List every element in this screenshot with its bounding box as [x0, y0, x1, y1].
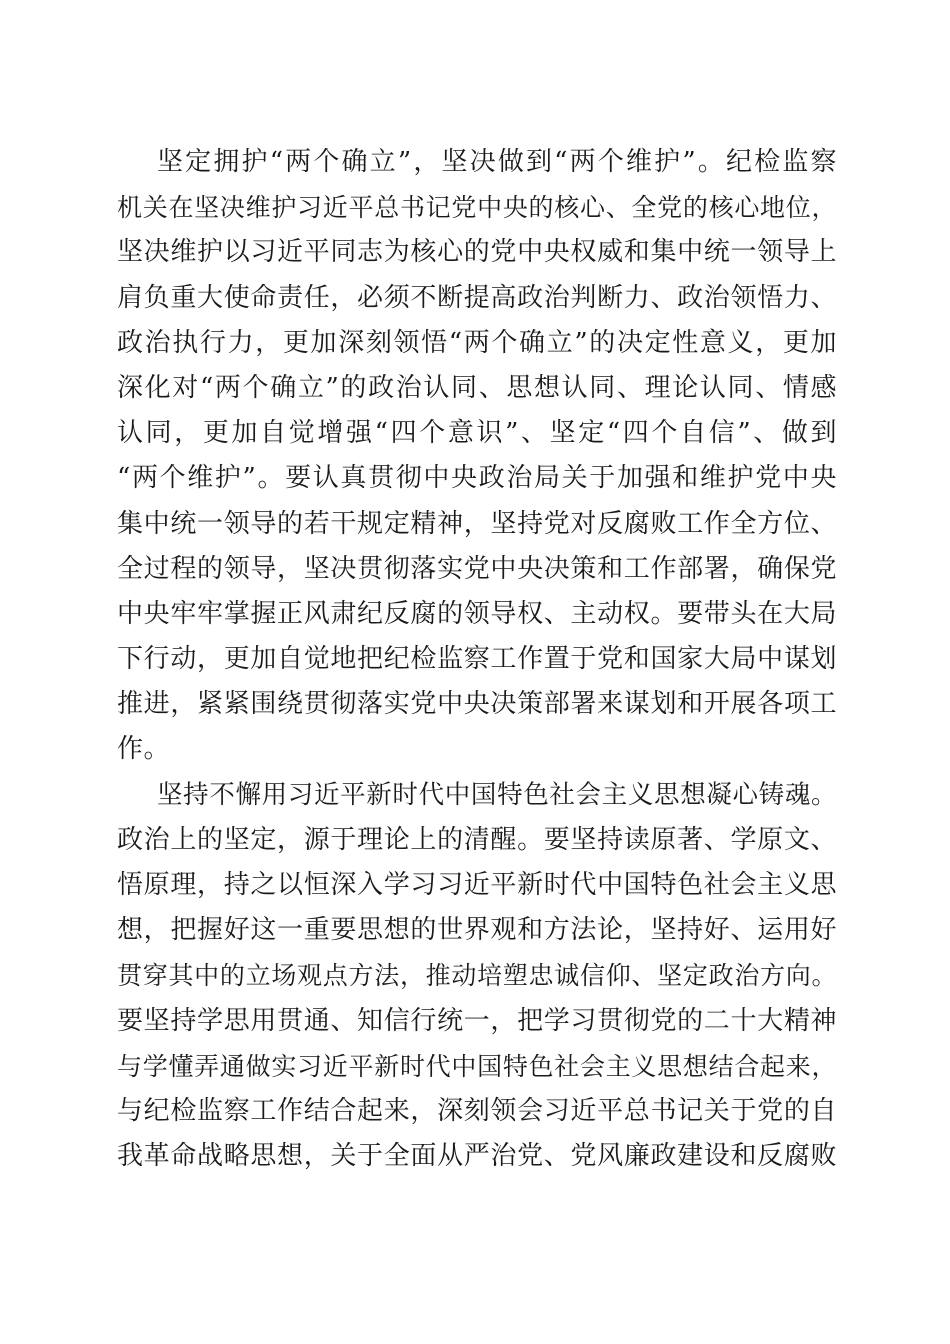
text-line: 与学懂弄通做实习近平新时代中国特色社会主义思想结合起来， — [117, 1051, 837, 1081]
text-line: 坚持不懈用习近平新时代中国特色社会主义思想凝心铸魂。 — [157, 779, 837, 810]
text-line: 悟原理，持之以恒深入学习习近平新时代中国特色社会主义思 — [117, 870, 837, 900]
text-line: 集中统一领导的若干规定精神，坚持党对反腐败工作全方位、 — [117, 508, 837, 539]
text-line: 作。 — [117, 734, 171, 765]
text-line: 要坚持学思用贯通、知信行统一，把学习贯彻党的二十大精神 — [117, 1005, 837, 1036]
paragraph-2 — [117, 773, 837, 1180]
text-line: 全过程的领导，坚决贯彻落实党中央决策和工作部署，确保党 — [117, 553, 837, 584]
text-line: 与纪检监察工作结合起来，深刻领会习近平总书记关于党的自 — [117, 1095, 837, 1126]
paragraph-1 — [117, 140, 837, 773]
text-line: 政治上的坚定，源于理论上的清醒。要坚持读原著、学原文、 — [117, 824, 837, 855]
text-line: 坚决维护以习近平同志为核心的党中央权威和集中统一领导上 — [117, 237, 837, 268]
text-line: 推进，紧紧围绕贯彻落实党中央决策部署来谋划和开展各项工 — [117, 689, 837, 720]
text-line: 肩负重大使命责任，必须不断提高政治判断力、政治领悟力、 — [117, 282, 837, 313]
text-line: 机关在坚决维护习近平总书记党中央的核心、全党的核心地位， — [117, 193, 837, 223]
text-line: 政治执行力，更加深刻领悟“两个确立”的决定性意义，更加 — [117, 327, 837, 358]
text-line: 贯穿其中的立场观点方法，推动培塑忠诚信仰、坚定政治方向。 — [117, 961, 837, 991]
text-line: 深化对“两个确立”的政治认同、思想认同、理论认同、情感 — [117, 372, 837, 403]
text-line: 想，把握好这一重要思想的世界观和方法论，坚持好、运用好 — [117, 915, 837, 946]
text-line: 坚定拥护“两个确立”，坚决做到“两个维护”。纪检监察 — [157, 147, 837, 177]
text-line: 下行动，更加自觉地把纪检监察工作置于党和国家大局中谋划 — [117, 644, 837, 675]
text-line: 认同，更加自觉增强“四个意识”、坚定“四个自信”、做到 — [117, 418, 837, 449]
text-line: 我革命战略思想，关于全面从严治党、党风廉政建设和反腐败 — [117, 1141, 837, 1172]
document-body — [117, 140, 837, 1179]
text-line: “两个维护”。要认真贯彻中央政治局关于加强和维护党中央 — [117, 463, 837, 494]
text-line: 中央牢牢掌握正风肃纪反腐的领导权、主动权。要带头在大局 — [117, 598, 837, 629]
